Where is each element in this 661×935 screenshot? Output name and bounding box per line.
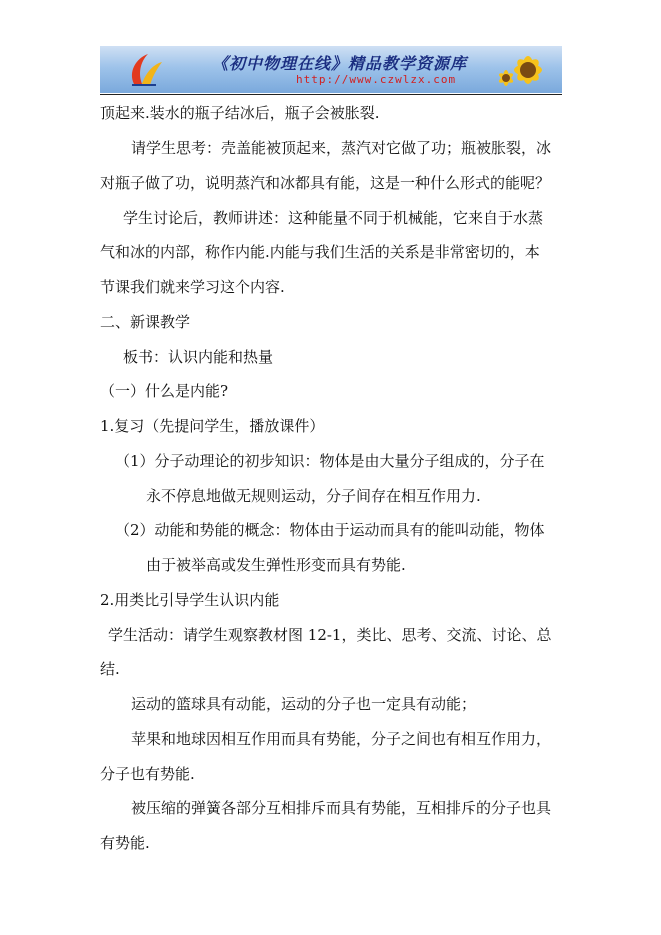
text-line: 结. [100,660,120,678]
text-line: 对瓶子做了功，说明蒸汽和冰都具有能，这是一种什么形式的能呢？ [100,174,551,192]
text-line: 苹果和地球因相互作用而具有势能，分子之间也有相互作用力， [131,730,552,748]
banner-title: 《初中物理在线》精品教学资源库 [212,54,468,73]
header-banner [100,46,562,93]
text-line: 分子也有势能. [100,765,195,783]
text-line: 有势能. [100,834,150,852]
text-line: 气和冰的内部，称作内能.内能与我们生活的关系是非常密切的，本 [100,243,540,261]
text-line: 1.复习（先提问学生，播放课件） [100,417,325,435]
site-logo [126,52,164,88]
text-line: 请学生思考：壳盖能被顶起来，蒸汽对它做了功；瓶被胀裂，冰 [131,139,552,157]
text-line: 板书：认识内能和热量 [123,348,274,366]
text-line: 被压缩的弹簧各部分互相排斥而具有势能，互相排斥的分子也具 [131,799,552,817]
text-line: 节课我们就来学习这个内容. [100,278,285,296]
text-line: 运动的篮球具有动能，运动的分子也一定具有动能； [131,695,477,713]
text-line: 由于被举高或发生弹性形变而具有势能. [146,556,406,574]
section-heading: 二、新课教学 [100,313,191,331]
subsection-heading: （一）什么是内能? [100,382,229,400]
text-line: 2.用类比引导学生认识内能 [100,591,280,609]
text-line: 顶起来.装水的瓶子结冰后，瓶子会被胀裂. [100,104,380,122]
text-line: （1）分子动理论的初步知识：物体是由大量分子组成的，分子在 [115,452,545,470]
text-line: （2）动能和势能的概念：物体由于运动而具有的能叫动能，物体 [115,521,545,539]
text-line: 学生活动：请学生观察教材图 12-1，类比、思考、交流、讨论、总 [108,626,552,644]
text-line: 学生讨论后，教师讲述：这种能量不同于机械能，它来自于水蒸 [123,209,544,227]
sunflower-icon [494,48,554,93]
banner-url: http://www.czwlzx.com [296,73,457,86]
text-line: 永不停息地做无规则运动，分子间存在相互作用力. [146,487,481,505]
header-rule [100,94,562,95]
